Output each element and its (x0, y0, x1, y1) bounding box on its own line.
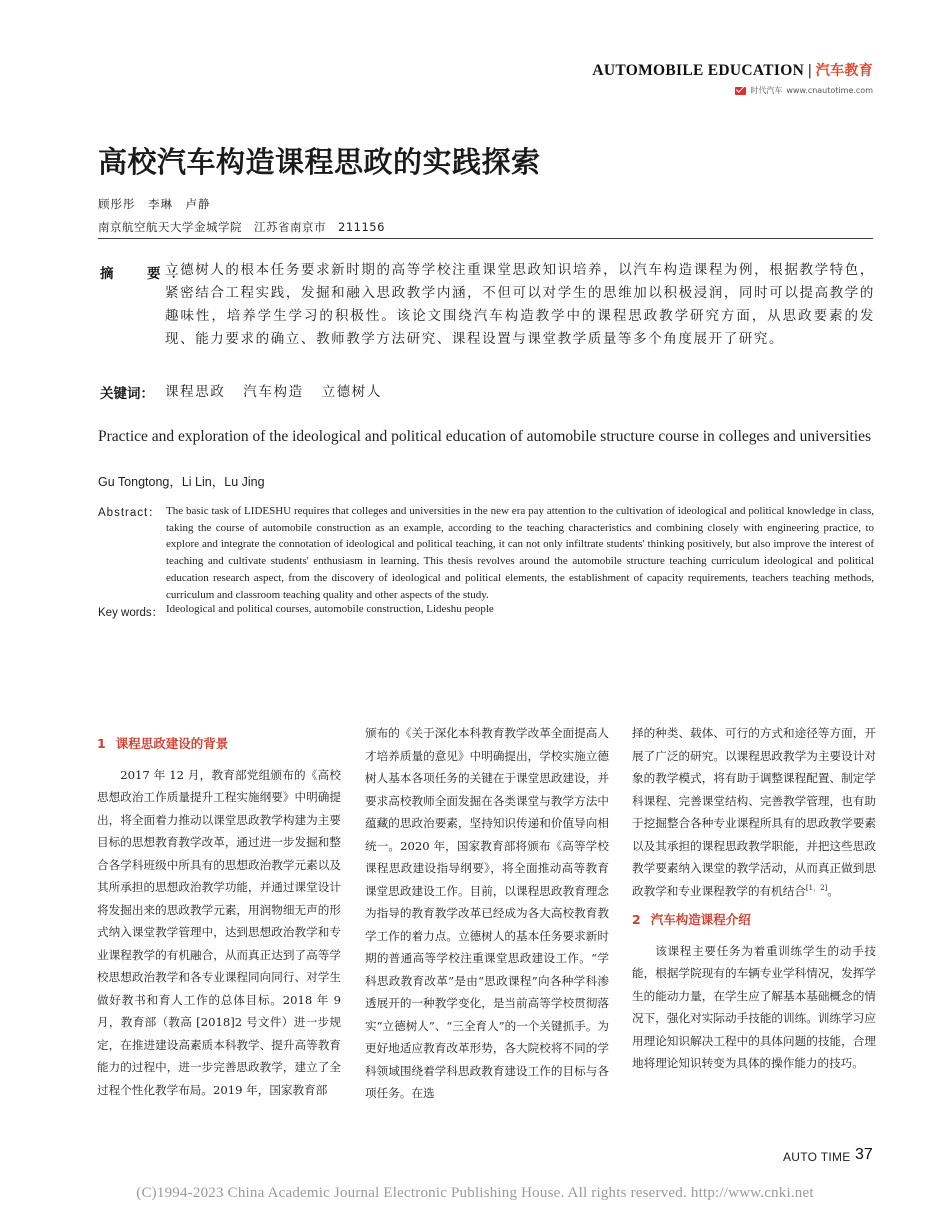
article-title-en: Practice and exploration of the ideological and political education of automobile structure course in colleges and universities (98, 428, 872, 445)
abstract-label-cn: 摘 要： (100, 266, 194, 282)
abstract-label-en: Abstract： (98, 507, 161, 519)
title-divider (98, 238, 873, 239)
article-authors-en: Gu Tongtong，Li Lin，Lu Jing (98, 475, 265, 489)
keywords-cn: 课程思政 汽车构造 立德树人 (165, 384, 382, 400)
body-column-1 (97, 722, 341, 1101)
article-affiliation: 南京航空航天大学金城学院 江苏省南京市 211156 (98, 220, 385, 234)
mail-icon (735, 87, 746, 95)
body-column-3 (632, 722, 876, 1075)
article-authors: 顾彤彤 李琳 卢静 (98, 197, 211, 211)
abstract-en: The basic task of LIDESHU requires that colleges and universities in the new era pay attention to the cultivation of ideological and political knowledge in class, taking the course of automobile construction as an example, according to the teaching characteristics and combining closely with engineering practice, to explore and integrate the connotation of ideological and political teaching, it can not only infiltrate students' thinking positively, but also improve the interest of teaching and cultivate students' enthusiasm in learning. This thesis revolves around the automobile structure teaching curriculum ideological and political education research aspect, from the discovery of ideological and political elements, the establishment of capacity requirements, teachers teaching methods, curriculum and classroom teaching quality and other aspects of the study. (166, 505, 874, 601)
journal-name-en: AUTOMOBILE EDUCATION (592, 62, 805, 79)
site-url[interactable]: www.cnautotime.com (786, 86, 873, 95)
body-paragraph: 2017 年 12 月，教育部党组颁布的《高校思想政治工作质量提升工程实施纲要》中明确提出，将全面着力推动以课堂思政教学构建为主要目标的思想教育教学改革，通过进一步发掘和整合各学科班级中所具有的思想政治教学元素以及其所承担的思想政治教学功能，并通过课堂设计将发掘出来的思政教学元素，用润物细无声的形式纳入课堂教学管理中，达到思想政治教学和专业课程教学的有机融合，从而真正达到了高等学校思想政治教学和各专业课程同向同行、对学生做好教书和育人工作的总体目标。2018 年 9 月，教育部（教高 [2018]2 号文件）进一步规定，在推进建设高素质本科教学、提升高等教育能力的过程中，进一步完善思政教学，建立了全过程个性化教学布局。2019 年，国家教育部 (97, 767, 341, 1097)
citation-ref: [1，2] (805, 883, 828, 892)
page-number: 37 (855, 1146, 873, 1163)
body-paragraph: 颁布的《关于深化本科教育教学改革全面提高人才培养质量的意见》中明确提出，学校实施立德树人基本各项任务的关键在于课堂思政建设，并要求高校教师全面发掘在各类课堂与教学方法中蕴藏的思政治要素，坚持知识传递和价值导向相统一。2020 年，国家教育部将颁布《高等学校课程思政建设指导纲要》，将全面推动高等教育课堂思政建设工作。目前，以课程思政教育理念为指导的教育教学改革已经成为各大高校教育教学工作的着力点。立德树人的基本任务要求新时期的普通高等学校注重课堂思政建设工作。“学科思政教育改革”是由“思政课程”向各种学科渗透展开的一种教学变化，是当前高等学校贯彻落实“立德树人”、“三全育人”的一个关键抓手。为更好地适应教育改革形势，各大院校将不同的学科领域围绕着学科思政教育建设工作的目标与各项任务。在选 (365, 726, 609, 1100)
header-separator: | (808, 62, 812, 79)
journal-header (592, 60, 873, 80)
section-heading-2: 2 汽车构造课程介绍 (632, 912, 751, 927)
footer-label: AUTO TIME (783, 1150, 851, 1164)
section-heading-1: 1 课程思政建设的背景 (97, 736, 229, 751)
body-paragraph: 择的种类、载体、可行的方式和途径等方面，开展了广泛的研究。以课程思政教学为主要设计对象的教学模式，将有助于调整课程配置、制定学科课程、完善课堂结构、完善教学管理，也有助于挖掘整合各种专业课程所具有的思政教学要素以及其承担的课程思政教学职能，并把这些思政教学要素纳入课堂的教学活动，从而真正做到思政教学和专业课程教学的有机结合[1，2]。 (632, 726, 876, 898)
body-paragraph: 该课程主要任务为着重训练学生的动手技能，根据学院现有的车辆专业学科情况，发挥学生的能动力量，在学生应了解基本基础概念的情况下，强化对实际动手技能的训练。训练学习应用理论知识解决工程中的具体问题的技能，合理地将理论知识转变为具体的操作能力的技巧。 (632, 943, 876, 1070)
article-title: 高校汽车构造课程思政的实践探索 (98, 145, 541, 179)
site-line (735, 85, 873, 96)
keywords-label-cn: 关键词： (100, 386, 154, 402)
body-column-2 (365, 722, 609, 1105)
keywords-en: Ideological and political courses, automobile construction, Lideshu people (166, 603, 494, 615)
keywords-label-en: Key words： (98, 607, 164, 619)
journal-name-cn: 汽车教育 (815, 63, 873, 79)
abstract-cn: 立德树人的根本任务要求新时期的高等学校注重课堂思政知识培养，以汽车构造课程为例，根据教学特色，紧密结合工程实践，发掘和融入思政教学内涵，不但可以对学生的思维加以积极浸润，同时可以提高教学的趣味性，培养学生学习的积极性。该论文围绕汽车构造教学中的课程思政教学研究方面，从思政要素的发现、能力要求的确立、教师教学方法研究、课程设置与课堂教学质量等多个角度展开了研究。 (165, 262, 875, 347)
copyright-watermark: (C)1994-2023 China Academic Journal Electronic Publishing House. All rights reserved. http://www.cnki.net (136, 1185, 814, 1201)
site-name: 时代汽车 (750, 86, 783, 95)
